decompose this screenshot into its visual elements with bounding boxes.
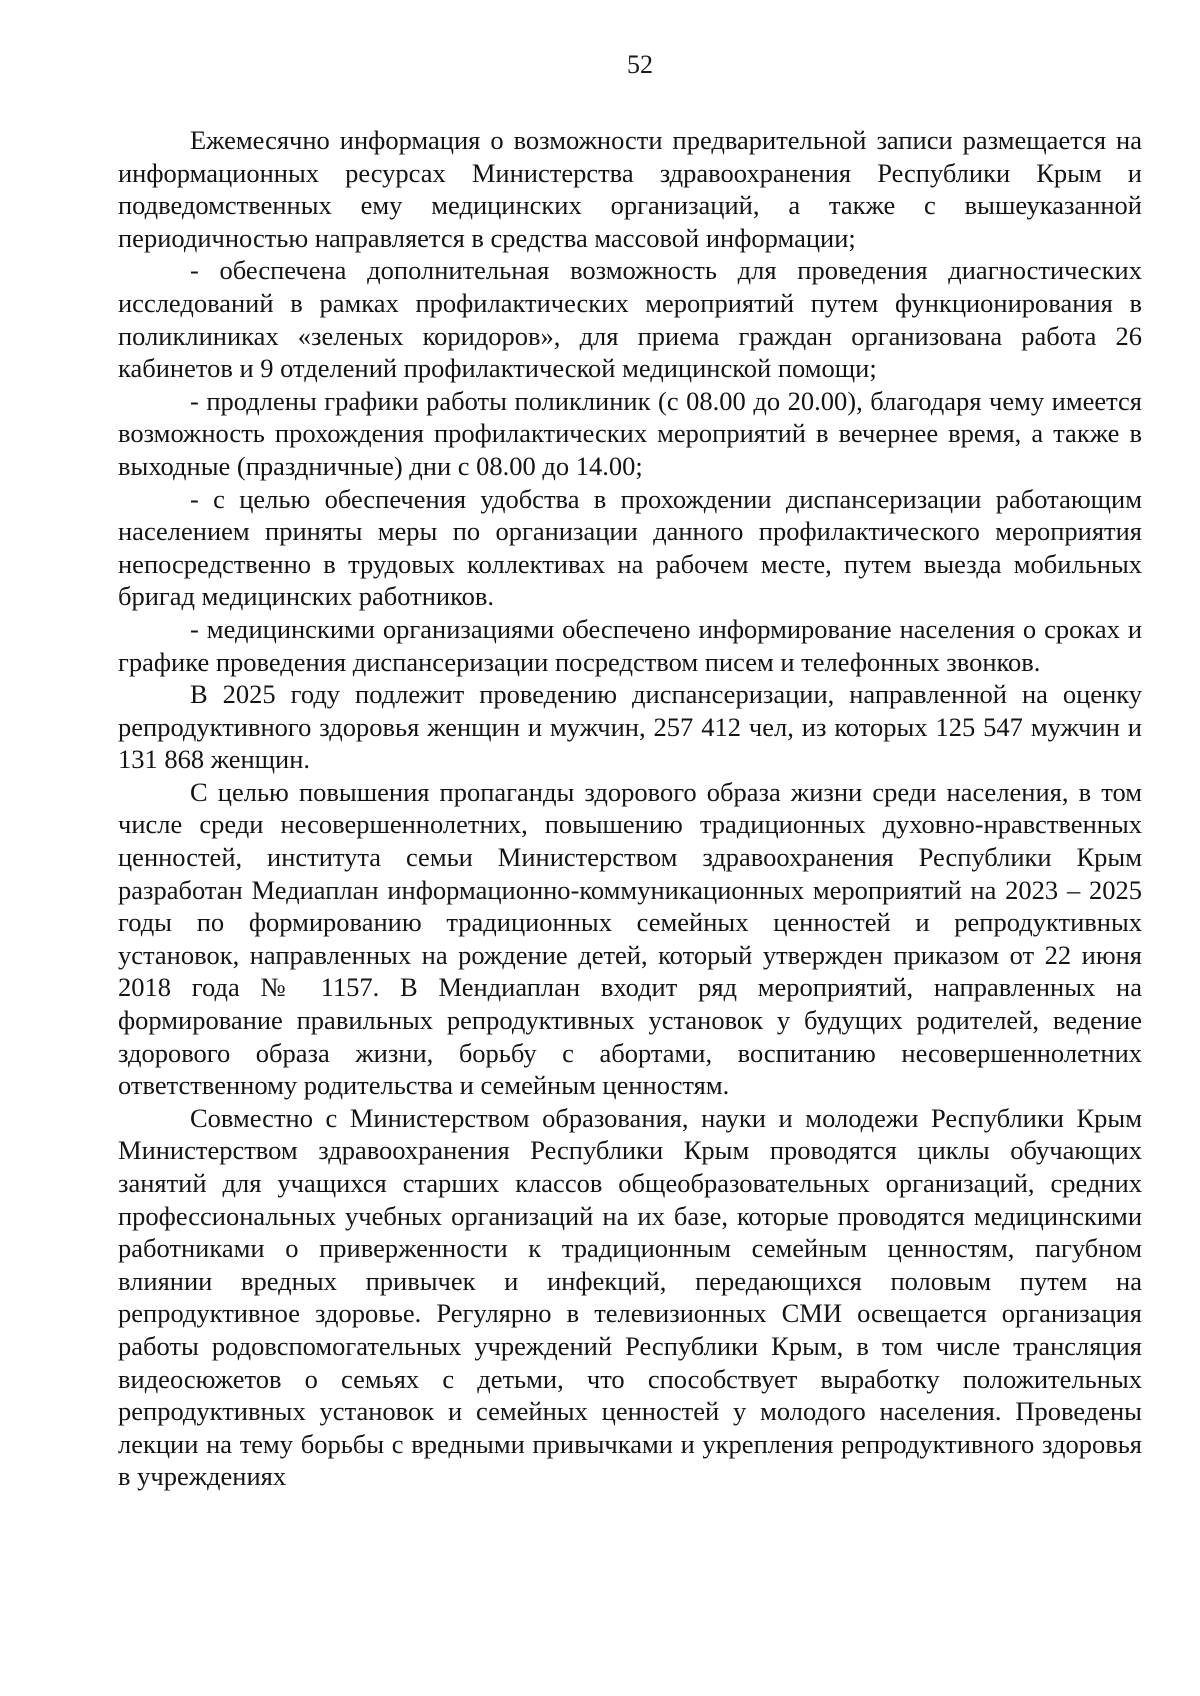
paragraph-media-plan: С целью повышения пропаганды здорового образа жизни среди населения, в том числе среди несовершеннолетних, повышению традиционных духовно-нравственных ценностей, института семьи Министерством здравоохранения Республики Крым разработан Медиаплан информационно-коммуникационных мероприятий на 2023 – 2025 годы по формированию традиционных семейных ценностей и репродуктивных установок, направленных на рождение детей, который утвержден приказом от 22 июня 2018 года № 1157. В Мендиаплан входит ряд мероприятий, направленных на формирование правильных репродуктивных установок у будущих родителей, ведение здорового образа жизни, борьбу с абортами, воспитанию несовершеннолетних ответственному родительства и семейным ценностям.	[118, 776, 1142, 1101]
paragraph-extended-hours: - продлены графики работы поликлиник (с 08.00 до 20.00), благодаря чему имеется возможность прохождения профилактических мероприятий в вечернее время, а также в выходные (праздничные) дни с 08.00 до 14.00;	[118, 385, 1142, 481]
paragraph-green-corridors: - обеспечена дополнительная возможность для проведения диагностических исследований в рамках профилактических мероприятий путем функционирования в поликлиниках «зеленых коридоров», для приема граждан организована работа 26 кабинетов и 9 отделений профилактической медицинской помощи;	[118, 255, 1142, 384]
paragraph-mobile-teams: - с целью обеспечения удобства в прохождении диспансеризации работающим населением приняты меры по организации данного профилактического мероприятия непосредственно в трудовых коллективах на рабочем месте, путем выезда мобильных бригад медицинских работников.	[118, 483, 1142, 612]
paragraph-education-cooperation: Совместно с Министерством образования, науки и молодежи Республики Крым Министерством здравоохранения Республики Крым проводятся циклы обучающих занятий для учащихся старших классов общеобразовательных организаций, средних профессиональных учебных организаций на их базе, которые проводятся медицинскими работниками о приверженности к традиционным семейным ценностям, пагубном влиянии вредных привычек и инфекций, передающихся половым путем на репродуктивное здоровье. Регулярно в телевизионных СМИ освещается организация работы родовспомогательных учреждений Республики Крым, в том числе трансляция видеосюжетов о семьях с детьми, что способствует выработку положительных репродуктивных установок и семейных ценностей у молодого населения. Проведены лекции на тему борьбы с вредными привычками и укрепления репродуктивного здоровья в учреждениях	[118, 1102, 1142, 1492]
paragraph-monthly-info: Ежемесячно информация о возможности предварительной записи размещается на информационных ресурсах Министерства здравоохранения Республики Крым и подведомственных ему медицинских организаций, а также с вышеуказанной периодичностью направляется в средства массовой информации;	[118, 125, 1142, 253]
paragraph-reproductive-screening-2025: В 2025 году подлежит проведению диспансеризации, направленной на оценку репродуктивного здоровья женщин и мужчин, 257 412 чел, из которых 125 547 мужчин и 131 868 женщин.	[118, 679, 1142, 775]
paragraph-informing-population: - медицинскими организациями обеспечено информирование населения о сроках и графике проведения диспансеризации посредством писем и телефонных звонков.	[118, 613, 1142, 677]
document-body	[118, 124, 1142, 1493]
page-number: 52	[627, 50, 653, 79]
